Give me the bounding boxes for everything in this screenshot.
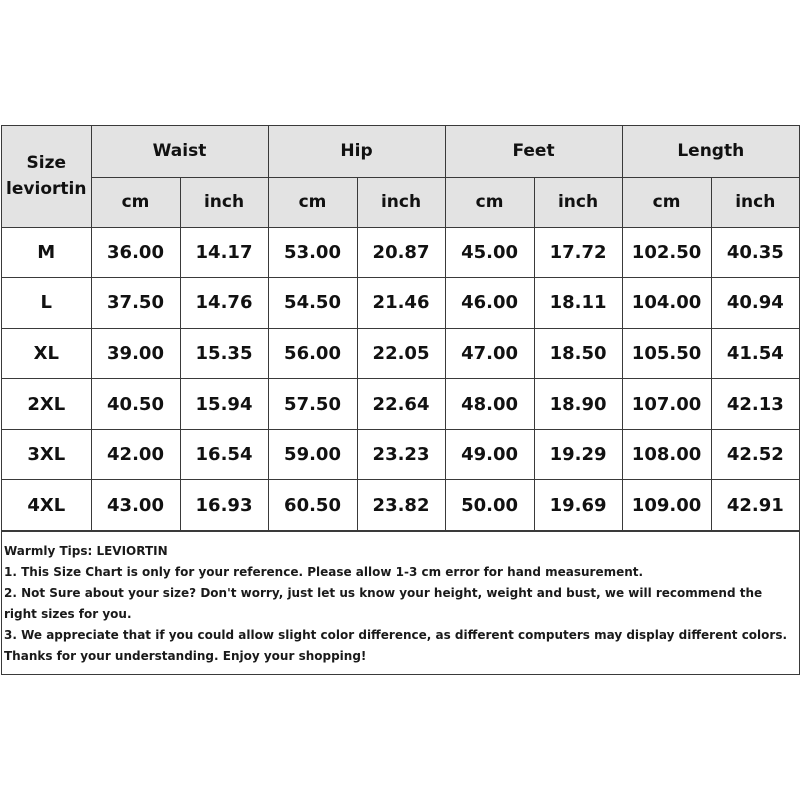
value-cell: 39.00 <box>91 328 180 379</box>
table-row <box>2 379 799 430</box>
table-row <box>2 429 799 480</box>
value-cell: 37.50 <box>91 278 180 329</box>
group-header-hip: Hip <box>268 126 445 177</box>
unit-header: cm <box>622 177 711 227</box>
value-cell: 54.50 <box>268 278 357 329</box>
unit-header: cm <box>91 177 180 227</box>
unit-header: inch <box>534 177 622 227</box>
tips-line: 1. This Size Chart is only for your reference. Please allow 1-3 cm error for hand measurement. <box>4 565 644 580</box>
size-table-body <box>2 227 799 531</box>
table-row <box>2 480 799 531</box>
value-cell: 41.54 <box>711 328 799 379</box>
size-cell: 4XL <box>2 480 91 531</box>
value-cell: 59.00 <box>268 429 357 480</box>
value-cell: 46.00 <box>445 278 534 329</box>
header-row-units <box>2 177 799 227</box>
value-cell: 19.69 <box>534 480 622 531</box>
tips-line: 2. Not Sure about your size? Don't worry, just let us know your height, weight and bust, we will recommend the right sizes for you. <box>4 586 763 622</box>
value-cell: 40.50 <box>91 379 180 430</box>
size-header-line2: leviortin <box>6 179 87 200</box>
value-cell: 23.23 <box>357 429 445 480</box>
unit-header: inch <box>180 177 268 227</box>
value-cell: 21.46 <box>357 278 445 329</box>
value-cell: 15.35 <box>180 328 268 379</box>
size-chart <box>1 125 800 675</box>
value-cell: 42.52 <box>711 429 799 480</box>
value-cell: 60.50 <box>268 480 357 531</box>
value-cell: 40.35 <box>711 227 799 278</box>
value-cell: 16.93 <box>180 480 268 531</box>
size-cell: L <box>2 278 91 329</box>
value-cell: 43.00 <box>91 480 180 531</box>
value-cell: 19.29 <box>534 429 622 480</box>
group-header-feet: Feet <box>445 126 622 177</box>
tips-line: 3. We appreciate that if you could allow slight color difference, as different computers may display different colors. <box>4 628 788 643</box>
group-header-waist: Waist <box>91 126 268 177</box>
value-cell: 15.94 <box>180 379 268 430</box>
value-cell: 42.91 <box>711 480 799 531</box>
value-cell: 109.00 <box>622 480 711 531</box>
size-table <box>2 126 799 531</box>
tips-line: Thanks for your understanding. Enjoy your shopping! <box>4 649 367 664</box>
value-cell: 18.90 <box>534 379 622 430</box>
value-cell: 48.00 <box>445 379 534 430</box>
value-cell: 18.50 <box>534 328 622 379</box>
value-cell: 18.11 <box>534 278 622 329</box>
table-row <box>2 227 799 278</box>
value-cell: 40.94 <box>711 278 799 329</box>
tips-section <box>2 531 799 667</box>
size-cell: 3XL <box>2 429 91 480</box>
value-cell: 108.00 <box>622 429 711 480</box>
value-cell: 22.05 <box>357 328 445 379</box>
value-cell: 57.50 <box>268 379 357 430</box>
value-cell: 23.82 <box>357 480 445 531</box>
size-cell: 2XL <box>2 379 91 430</box>
value-cell: 47.00 <box>445 328 534 379</box>
value-cell: 56.00 <box>268 328 357 379</box>
value-cell: 102.50 <box>622 227 711 278</box>
size-cell: XL <box>2 328 91 379</box>
value-cell: 20.87 <box>357 227 445 278</box>
value-cell: 36.00 <box>91 227 180 278</box>
value-cell: 45.00 <box>445 227 534 278</box>
unit-header: inch <box>357 177 445 227</box>
value-cell: 104.00 <box>622 278 711 329</box>
table-row <box>2 328 799 379</box>
value-cell: 42.00 <box>91 429 180 480</box>
table-row <box>2 278 799 329</box>
value-cell: 17.72 <box>534 227 622 278</box>
value-cell: 14.76 <box>180 278 268 329</box>
size-column-header <box>2 126 91 227</box>
group-header-length: Length <box>622 126 799 177</box>
value-cell: 42.13 <box>711 379 799 430</box>
unit-header: cm <box>445 177 534 227</box>
size-cell: M <box>2 227 91 278</box>
header-row-groups <box>2 126 799 177</box>
value-cell: 49.00 <box>445 429 534 480</box>
value-cell: 16.54 <box>180 429 268 480</box>
tips-title: Warmly Tips: LEVIORTIN <box>4 544 168 559</box>
value-cell: 14.17 <box>180 227 268 278</box>
unit-header: inch <box>711 177 799 227</box>
size-header-line1: Size <box>26 153 66 174</box>
value-cell: 105.50 <box>622 328 711 379</box>
value-cell: 53.00 <box>268 227 357 278</box>
value-cell: 107.00 <box>622 379 711 430</box>
value-cell: 50.00 <box>445 480 534 531</box>
unit-header: cm <box>268 177 357 227</box>
value-cell: 22.64 <box>357 379 445 430</box>
